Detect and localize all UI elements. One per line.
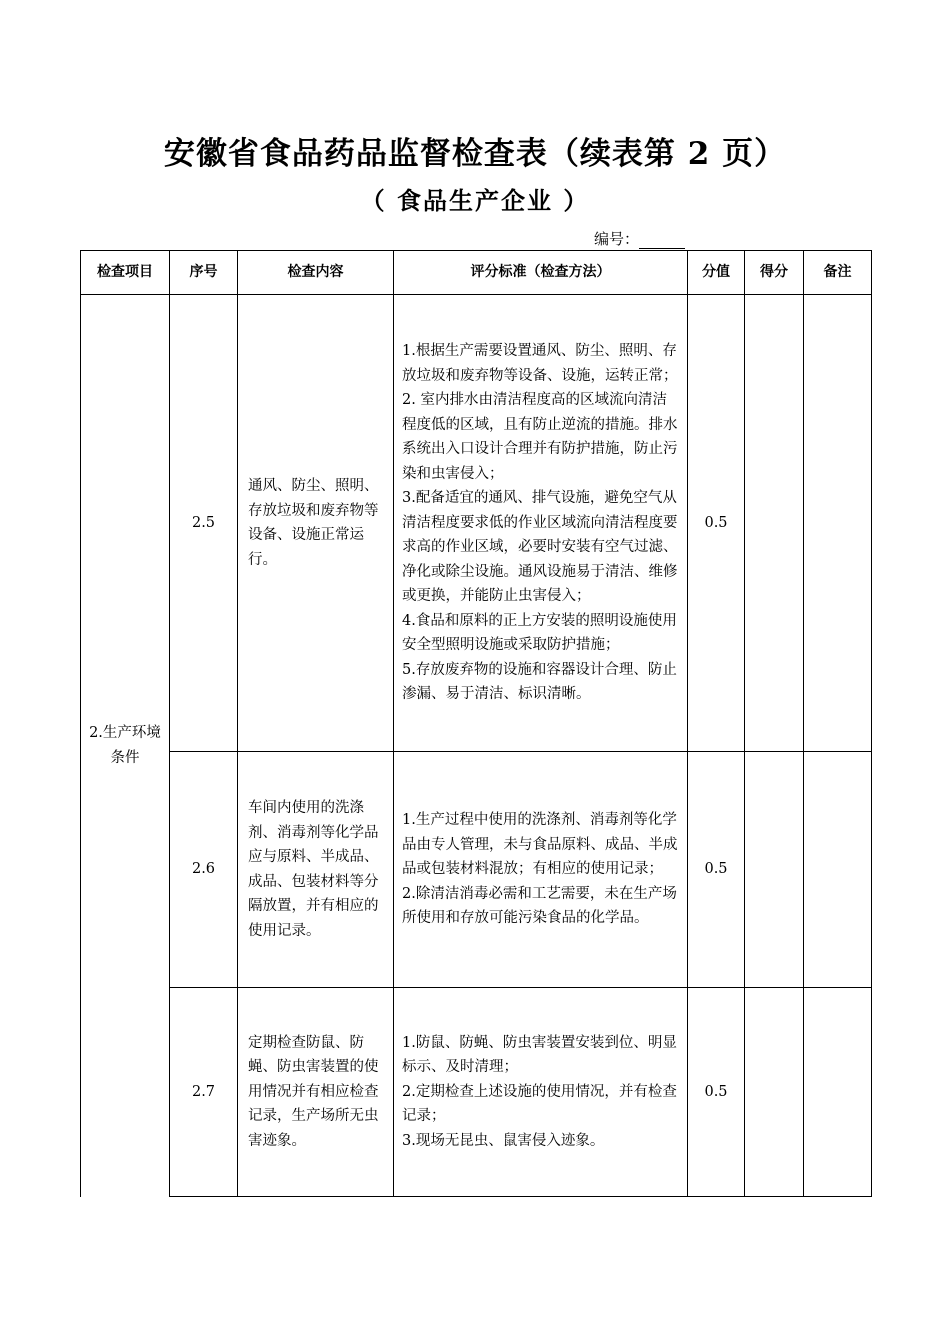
table-header-row bbox=[81, 251, 872, 295]
page-subtitle: （ 食品生产企业 ） bbox=[360, 186, 590, 215]
criteria-line: 3.现场无昆虫、鼠害侵入迹象。 bbox=[402, 1132, 605, 1149]
row-score: 0.5 bbox=[688, 752, 745, 988]
row-got[interactable] bbox=[745, 295, 804, 752]
row-got[interactable] bbox=[745, 752, 804, 988]
table-row bbox=[81, 988, 872, 1197]
col-header-item: 检查项目 bbox=[81, 251, 170, 295]
category-cell: 2.生产环境条件 bbox=[81, 295, 170, 1197]
table-row bbox=[81, 752, 872, 988]
page-title: 安徽省食品药品监督检查表（续表第 2 页） bbox=[163, 136, 787, 172]
code-field bbox=[594, 228, 685, 249]
row-remark[interactable] bbox=[804, 752, 872, 988]
criteria-line: 2.定期检查上述设施的使用情况，并有检查记录； bbox=[402, 1083, 677, 1125]
criteria-line: 1.根据生产需要设置通风、防尘、照明、存放垃圾和废弃物等设备、设施，运转正常； bbox=[402, 343, 678, 384]
row-got[interactable] bbox=[745, 988, 804, 1197]
col-header-score: 分值 bbox=[688, 251, 745, 295]
row-content: 车间内使用的洗涤剂、消毒剂等化学品应与原料、半成品、成品、包装材料等分隔放置，并有相应的使用记录。 bbox=[238, 752, 394, 988]
criteria-line: 2. 室内排水由清洁程度高的区域流向清洁程度低的区域，且有防止逆流的措施。排水系统出入口设计合理并有防护措施，防止污染和虫害侵入； bbox=[402, 392, 678, 482]
criteria-line: 1.生产过程中使用的洗涤剂、消毒剂等化学品由专人管理，未与食品原料、成品、半成品或包装材料混放；有相应的使用记录； bbox=[402, 812, 678, 878]
col-header-remark: 备注 bbox=[804, 251, 872, 295]
row-remark[interactable] bbox=[804, 295, 872, 752]
row-no: 2.5 bbox=[170, 295, 238, 752]
row-content: 定期检查防鼠、防蝇、防虫害装置的使用情况并有相应检查记录，生产场所无虫害迹象。 bbox=[238, 988, 394, 1197]
criteria-line: 2.除清洁消毒必需和工艺需要，未在生产场所使用和存放可能污染食品的化学品。 bbox=[402, 885, 677, 927]
col-header-no: 序号 bbox=[170, 251, 238, 295]
col-header-criteria: 评分标准（检查方法） bbox=[394, 251, 688, 295]
col-header-got: 得分 bbox=[745, 251, 804, 295]
row-no: 2.6 bbox=[170, 752, 238, 988]
criteria-line: 5.存放废弃物的设施和容器设计合理、防止渗漏、易于清洁、标识清晰。 bbox=[402, 661, 677, 703]
row-criteria bbox=[394, 752, 688, 988]
row-no: 2.7 bbox=[170, 988, 238, 1197]
inspection-table bbox=[80, 250, 872, 1197]
row-criteria bbox=[394, 988, 688, 1197]
row-score: 0.5 bbox=[688, 295, 745, 752]
col-header-content: 检查内容 bbox=[238, 251, 394, 295]
table-row bbox=[81, 295, 872, 752]
row-content: 通风、防尘、照明、存放垃圾和废弃物等设备、设施正常运行。 bbox=[238, 295, 394, 752]
criteria-line: 1.防鼠、防蝇、防虫害装置安装到位、明显标示、及时清理； bbox=[402, 1034, 677, 1076]
row-score: 0.5 bbox=[688, 988, 745, 1197]
criteria-line: 4.食品和原料的正上方安装的照明设施使用安全型照明设施或采取防护措施； bbox=[402, 612, 677, 654]
code-label: 编号： bbox=[594, 230, 640, 248]
criteria-line: 3.配备适宜的通风、排气设施，避免空气从清洁程度要求低的作业区域流向清洁程度要求高的作业区域，必要时安装有空气过滤、净化或除尘设施。通风设施易于清洁、维修或更换，并能防止虫害侵入； bbox=[402, 490, 678, 605]
row-criteria bbox=[394, 295, 688, 752]
row-remark[interactable] bbox=[804, 988, 872, 1197]
code-blank bbox=[639, 232, 685, 249]
